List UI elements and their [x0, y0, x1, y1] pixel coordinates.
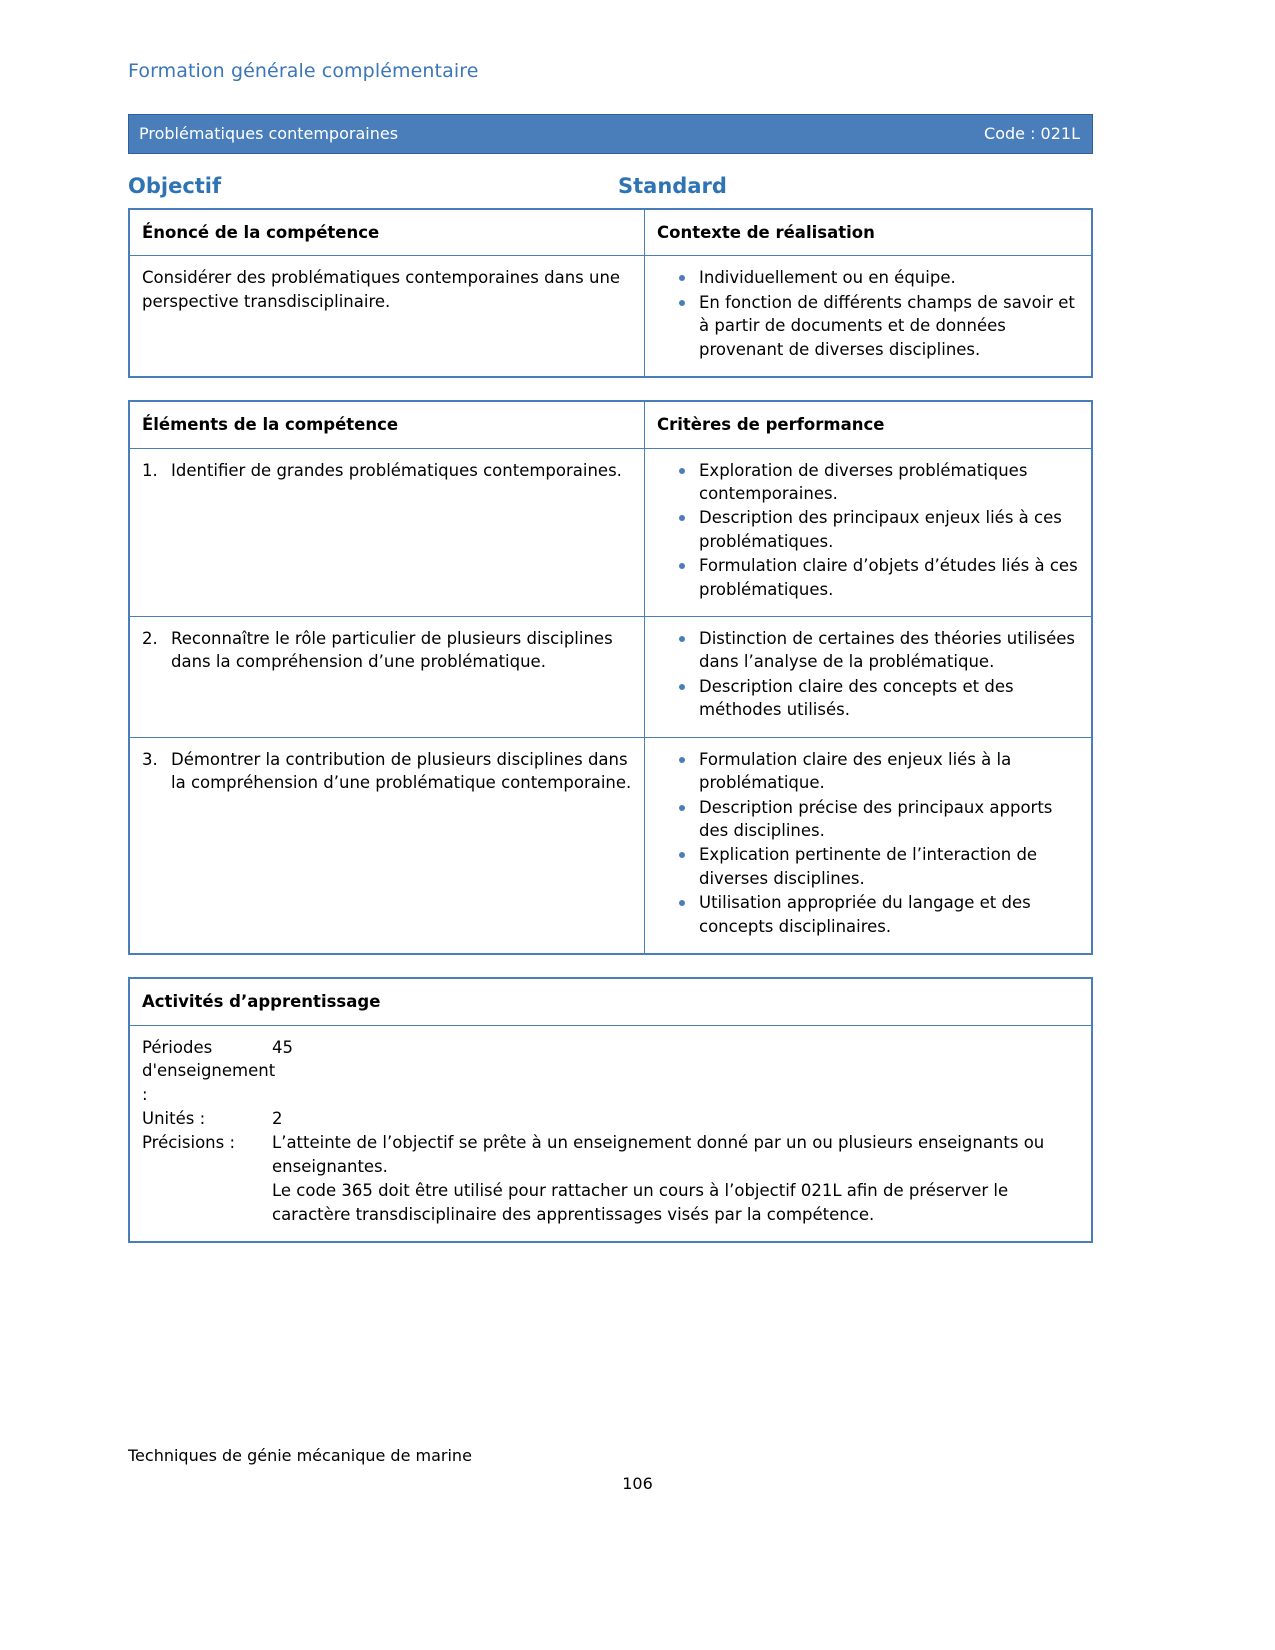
footer-program-name: Techniques de génie mécanique de marine [128, 1446, 472, 1465]
criteres-cell [645, 737, 1093, 954]
list-item [142, 627, 632, 674]
activites-table [128, 977, 1093, 1243]
course-code-bar [128, 114, 1093, 154]
precisions-line: L’atteinte de l’objectif se prête à un enseignement donné par un ou plusieurs enseignants ou enseignantes. [272, 1133, 1045, 1177]
header-contexte-realisation: Contexte de réalisation [645, 209, 1093, 256]
course-code: Code : 021L [984, 124, 1080, 143]
course-title: Problématiques contemporaines [139, 124, 399, 143]
list-item-number: 2. [142, 629, 158, 649]
contexte-list [657, 266, 1079, 361]
precisions-label: Précisions : [142, 1133, 236, 1153]
periodes-row [142, 1036, 1079, 1108]
element-cell [129, 737, 645, 954]
list-item: En fonction de différents champs de savoir et à partir de documents et de données provenant de diverses disciplines. [679, 291, 1079, 361]
table-row [129, 737, 1092, 954]
contexte-list-cell [645, 256, 1093, 377]
criteres-cell [645, 617, 1093, 738]
precisions-value [272, 1131, 1079, 1227]
periodes-label: Périodes d'enseignement : [142, 1037, 276, 1105]
list-item-label: Identifier de grandes problématiques contemporaines. [171, 460, 622, 480]
criteres-cell [645, 448, 1093, 617]
element-cell [129, 448, 645, 617]
list-item: Formulation claire d’objets d’études liés à ces problématiques. [679, 554, 1079, 601]
criteres-list [657, 748, 1079, 938]
list-item-number: 3. [142, 749, 158, 769]
objectif-standard-headings [128, 174, 1093, 198]
periodes-value: 45 [272, 1037, 293, 1057]
header-elements-competence: Éléments de la compétence [129, 401, 645, 448]
table-row [129, 1025, 1092, 1242]
page-content [128, 60, 1093, 1265]
table-row [129, 617, 1092, 738]
list-item [142, 748, 632, 795]
table-header-row [129, 209, 1092, 256]
element-numbered-list [142, 627, 632, 674]
list-item: Distinction de certaines des théories utilisées dans l’analyse de la problématique. [679, 627, 1079, 674]
element-numbered-list [142, 748, 632, 795]
list-item: Description des principaux enjeux liés à ces problématiques. [679, 506, 1079, 553]
activites-cell [129, 1025, 1092, 1242]
element-numbered-list [142, 459, 632, 482]
list-item: Description précise des principaux apports des disciplines. [679, 796, 1079, 843]
page-header-title: Formation générale complémentaire [128, 60, 479, 82]
list-item: Formulation claire des enjeux liés à la problématique. [679, 748, 1079, 795]
unites-value: 2 [272, 1109, 283, 1129]
element-cell [129, 617, 645, 738]
list-item-label: Reconnaître le rôle particulier de plusieurs disciplines dans la compréhension d’une problématique. [171, 629, 613, 672]
footer-page-number: 106 [622, 1474, 653, 1493]
list-item: Utilisation appropriée du langage et des concepts disciplinaires. [679, 891, 1079, 938]
precisions-row [142, 1131, 1079, 1227]
table-row [129, 256, 1092, 377]
list-item: Explication pertinente de l’interaction de diverses disciplines. [679, 843, 1079, 890]
heading-standard: Standard [618, 174, 727, 198]
competence-table [128, 208, 1093, 378]
unites-label: Unités : [142, 1109, 206, 1129]
header-activites-apprentissage: Activités d’apprentissage [129, 978, 1092, 1025]
criteres-list [657, 459, 1079, 602]
list-item-label: Démontrer la contribution de plusieurs disciplines dans la compréhension d’une problématique contemporaine. [171, 749, 632, 793]
precisions-line: Le code 365 doit être utilisé pour rattacher un cours à l’objectif 021L afin de préserver le caractère transdisciplinaire des apprentissages visés par la compétence. [272, 1181, 1009, 1224]
list-item-number: 1. [142, 460, 158, 480]
competence-statement: Considérer des problématiques contemporaines dans une perspective transdisciplinaire. [129, 256, 645, 377]
list-item: Individuellement ou en équipe. [679, 266, 1079, 289]
elements-table [128, 400, 1093, 955]
table-header-row [129, 401, 1092, 448]
criteres-list [657, 627, 1079, 722]
header-criteres-performance: Critères de performance [645, 401, 1093, 448]
table-row [129, 448, 1092, 617]
list-item: Exploration de diverses problématiques contemporaines. [679, 459, 1079, 506]
header-enonce-competence: Énoncé de la compétence [129, 209, 645, 256]
unites-row [142, 1107, 1079, 1131]
table-header-row [129, 978, 1092, 1025]
list-item: Description claire des concepts et des méthodes utilisés. [679, 675, 1079, 722]
list-item [142, 459, 632, 482]
heading-objectif: Objectif [128, 174, 222, 198]
